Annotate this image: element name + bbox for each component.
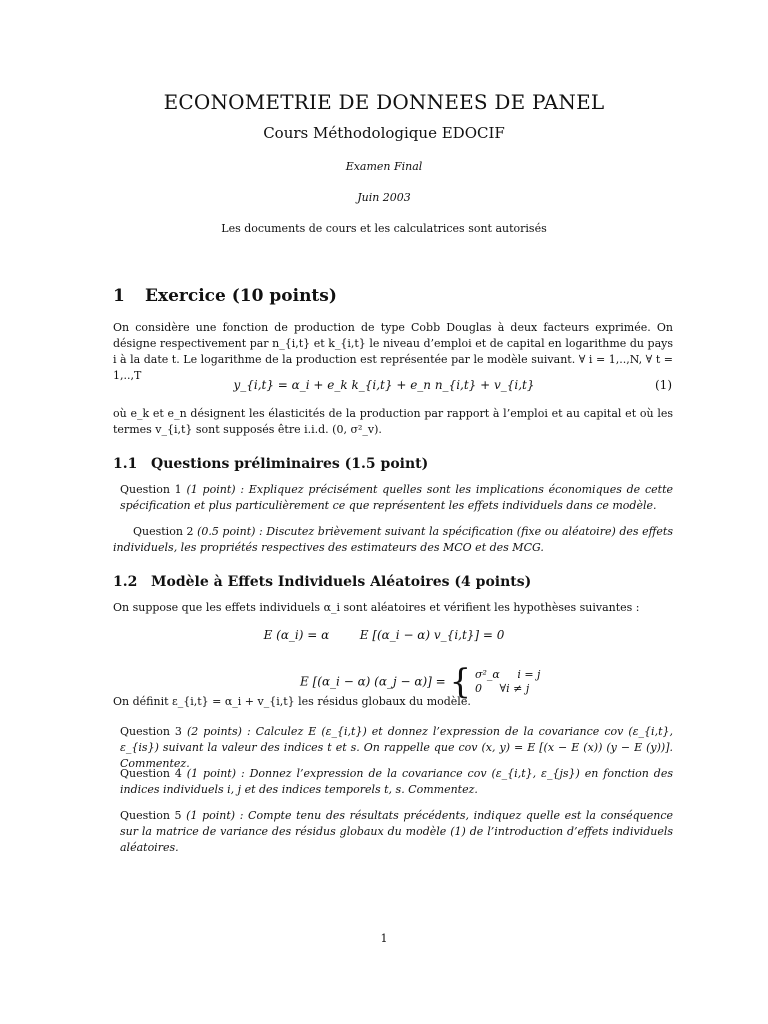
question-text: (1 point) : Compte tenu des résultats précédents, indiquez quelle est la conséquence sur la matrice de variance des résidus globaux du modèle (1) de l’introduction d’effets individuels aléatoires.	[120, 809, 673, 854]
document-title: ECONOMETRIE DE DONNEES DE PANEL	[163, 90, 605, 114]
equation-1: y_{i,t} = α_i + e_k k_{i,t} + e_n n_{i,t} + v_{i,t}	[233, 378, 535, 392]
subsection-heading	[113, 456, 428, 472]
question-5	[120, 808, 673, 856]
exam-note: Les documents de cours et les calculatrices sont autorisés	[221, 222, 547, 235]
question-text: (2 points) : Calculez E (ε_{i,t}) et donnez l’expression de la covariance cov (ε_{i,t}, ε_{is}) suivant la valeur des indices t et s. On rappelle que cov (x, y) = E [(x − E (x)) (y − E (y))]. Commentez.	[120, 725, 673, 770]
subsection-heading	[113, 574, 531, 590]
question-2	[113, 524, 673, 556]
question-text: (1 point) : Expliquez précisément quelles sont les implications économiques de cette spécification et plus particulièrement ce que représentent les effets individuels dans ce modèle.	[120, 483, 673, 512]
cases-values	[475, 668, 540, 696]
question-1	[120, 482, 673, 514]
section-number: 1	[113, 286, 125, 306]
question-text: (0.5 point) : Discutez brièvement suivant la spécification (fixe ou aléatoire) des effets individuels, les propriétés respectives des estimateurs des MCO et des MCG.	[113, 525, 673, 554]
page-number: 1	[380, 932, 388, 945]
question-label: Question 3	[120, 725, 182, 738]
question-text: (1 point) : Donnez l’expression de la covariance cov (ε_{i,t}, ε_{js}) en fonction des indices individuels i, j et des indices temporels t, s. Commentez.	[120, 767, 673, 796]
subsection-number: 1.2	[113, 574, 138, 590]
equation-hypotheses: E (α_i) = α E [(α_i − α) v_{i,t}] = 0	[263, 628, 505, 642]
equation-number: (1)	[655, 378, 672, 392]
document-subtitle: Cours Méthodologique EDOCIF	[263, 124, 505, 142]
question-label: Question 4	[120, 767, 182, 780]
question-label: Question 2	[133, 525, 194, 538]
brace-symbol: {	[449, 662, 472, 702]
hypothesis-intro: On suppose que les effets individuels α_i sont aléatoires et vérifient les hypothèses suivantes :	[113, 601, 640, 614]
question-4	[120, 766, 673, 798]
case-1: σ²_α i = j	[474, 668, 541, 681]
cases-lhs: E [(α_i − α) (α_j − α)] =	[300, 674, 446, 689]
exam-date: Juin 2003	[357, 191, 411, 204]
section-intro: On considère une fonction de production de type Cobb Douglas à deux facteurs exprimée. On désigne respectivement par n_{i,t} et k_{i,t} le niveau d’emploi et de capital en logarithme du pays i à la date t. Le logarithme de la production est représentée par le modèle suivant. ∀ i = 1,..,N, ∀ t = 1,..,T	[113, 321, 673, 382]
section-title: Exercice (10 points)	[145, 286, 337, 306]
subsection-title: Questions préliminaires (1.5 point)	[151, 456, 429, 472]
subsection-number: 1.1	[113, 456, 138, 472]
residual-definition: On définit ε_{i,t} = α_i + v_{i,t} les résidus globaux du modèle.	[113, 695, 471, 708]
case-2: 0 ∀i ≠ j	[474, 682, 530, 695]
question-label: Question 5	[120, 809, 182, 822]
section-heading	[113, 286, 337, 306]
exam-label: Examen Final	[345, 160, 423, 173]
subsection-title: Modèle à Effets Individuels Aléatoires (4 points)	[151, 574, 532, 590]
question-3	[120, 724, 673, 772]
assumption-text: où e_k et e_n désignent les élasticités de la production par rapport à l’emploi et au capital et où les termes v_{i,t} sont supposés être i.i.d. (0, σ²_v).	[113, 407, 673, 436]
question-label: Question 1	[120, 483, 182, 496]
